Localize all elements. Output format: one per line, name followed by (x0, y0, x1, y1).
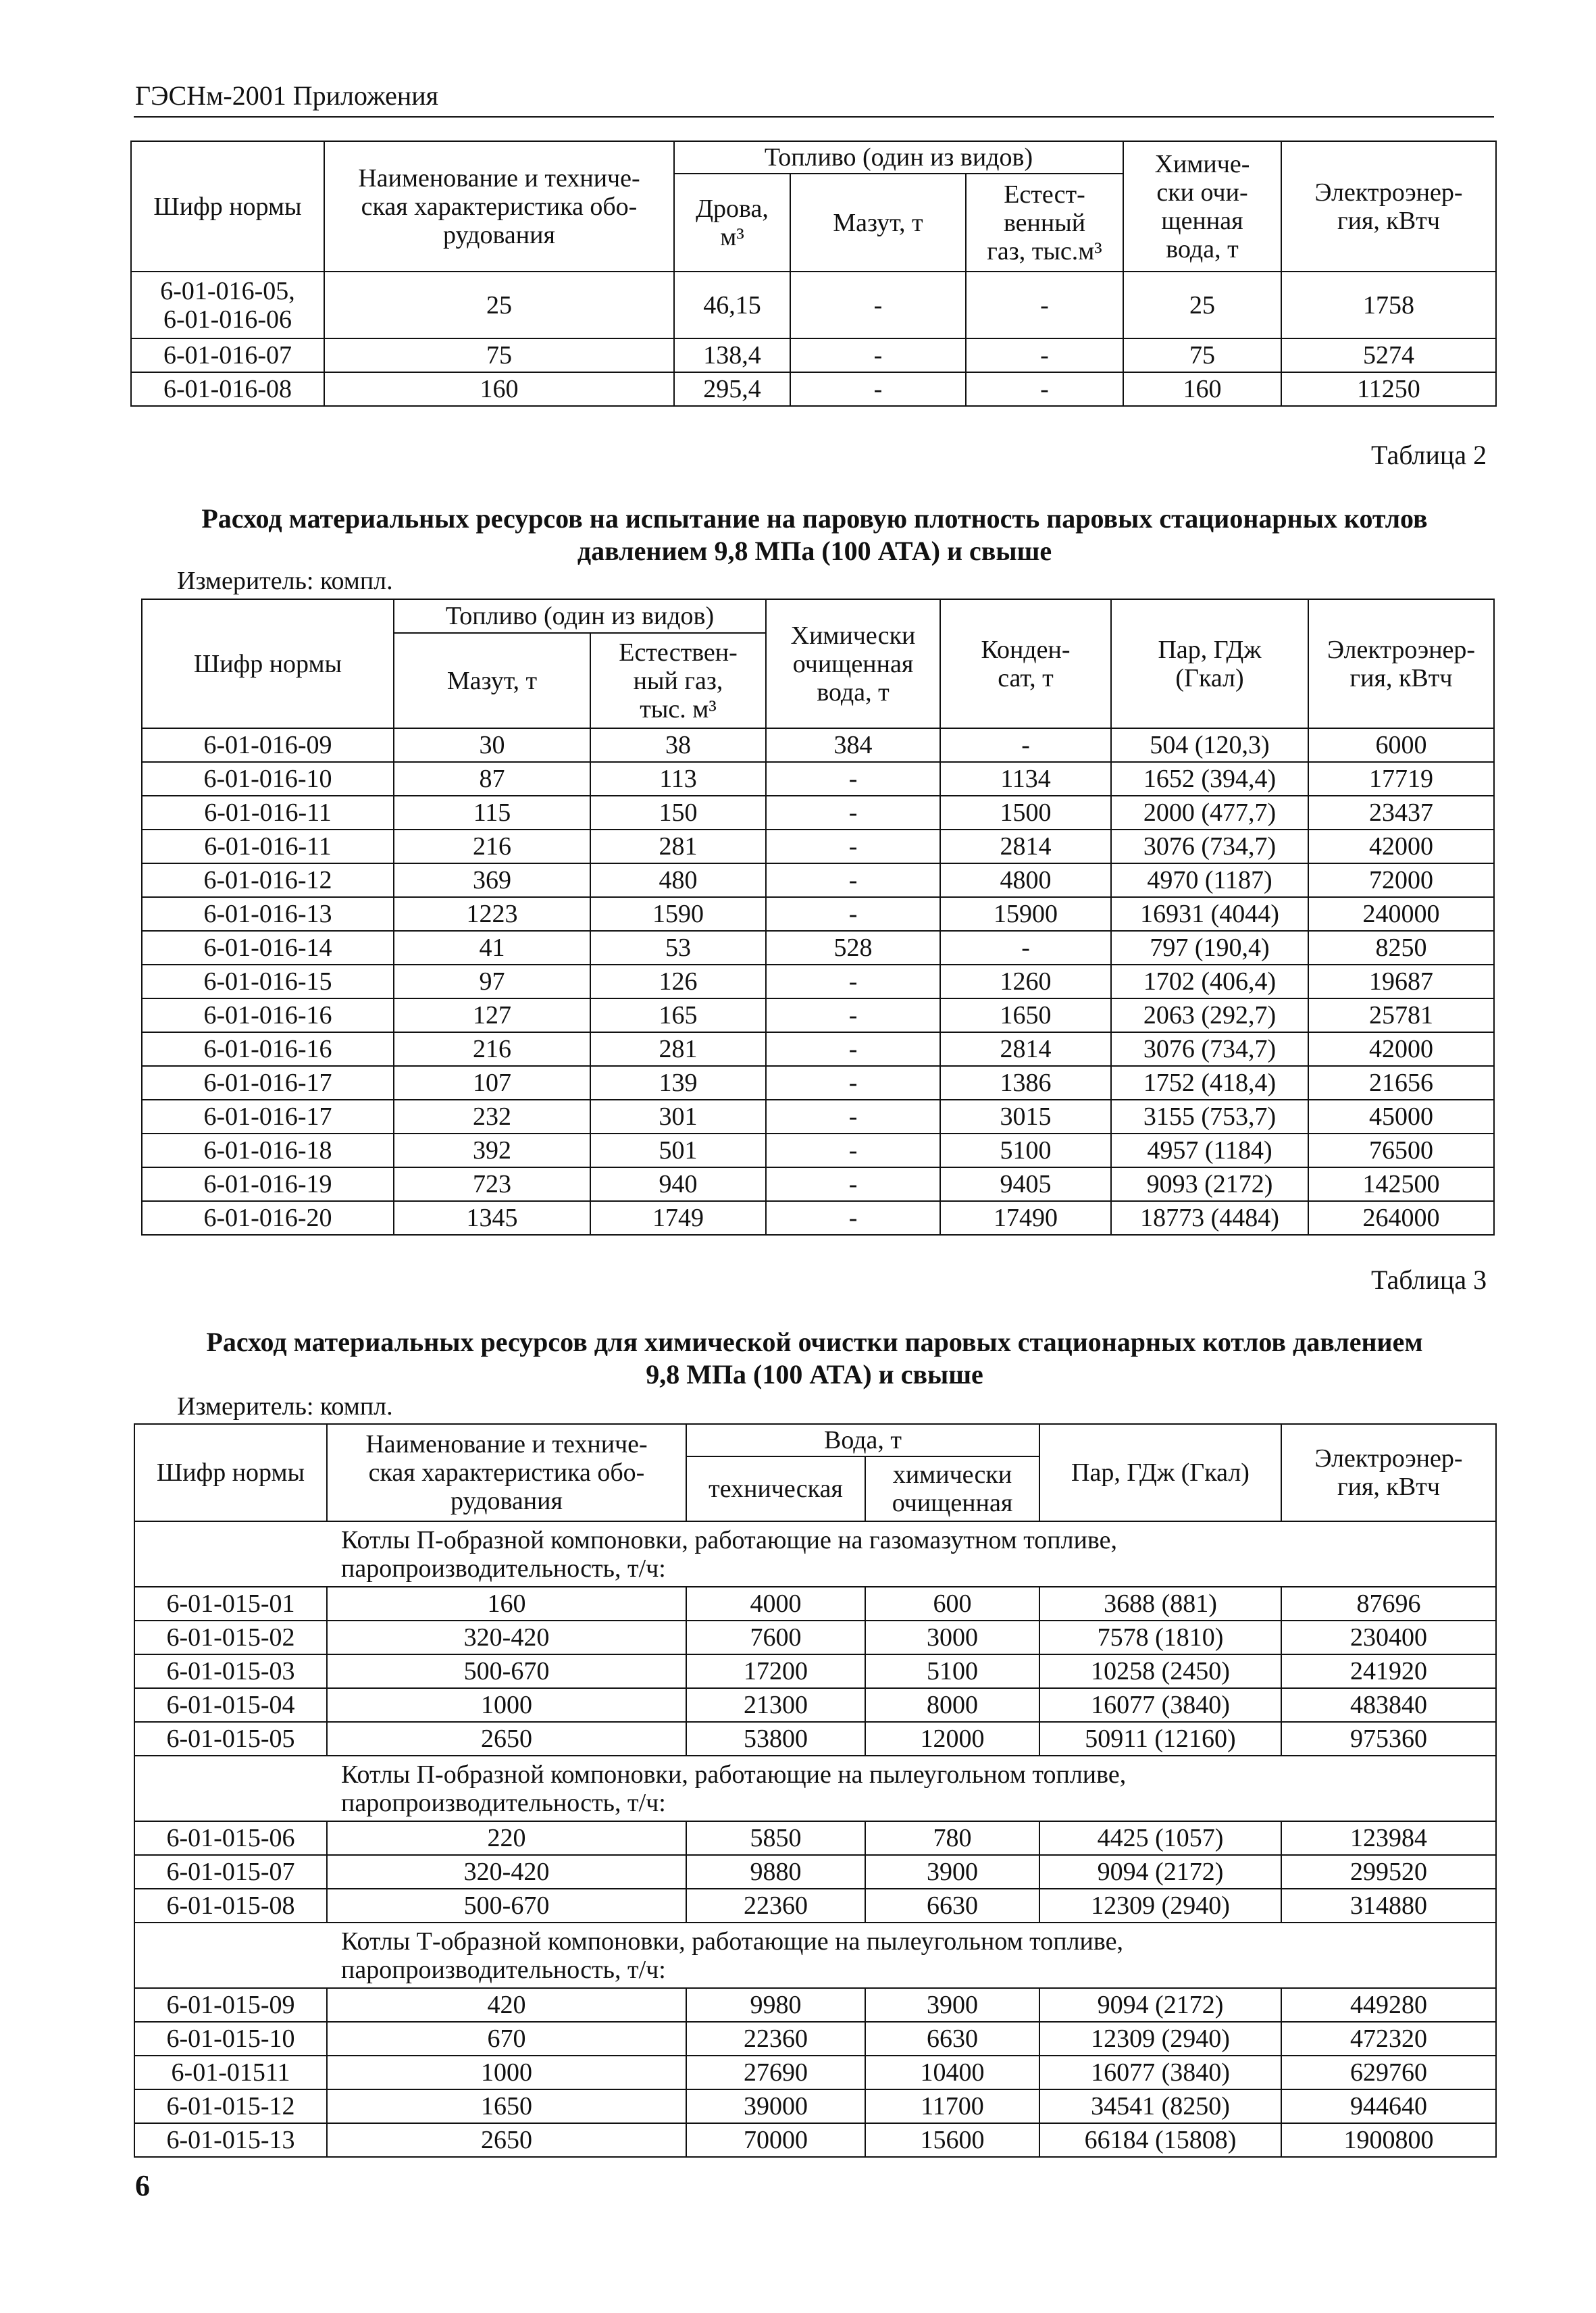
table-cell: 2814 (940, 830, 1111, 863)
table-cell: 392 (394, 1134, 590, 1167)
table-cell: 4800 (940, 863, 1111, 897)
table-cell: 6-01-015-07 (134, 1855, 327, 1889)
t2-header-gas: Естествен- ный газ, тыс. м³ (590, 633, 766, 728)
table-cell: 11700 (865, 2089, 1039, 2123)
t2-header-steam: Пар, ГДж (Гкал) (1111, 599, 1308, 728)
table-cell: 504 (120,3) (1111, 728, 1308, 762)
table-cell: 6000 (1308, 728, 1494, 762)
table-row (142, 728, 1494, 762)
table-cell: 472320 (1281, 2022, 1496, 2056)
table-cell: 1500 (940, 796, 1111, 830)
table-cell: 12309 (2940) (1039, 2022, 1281, 2056)
table-row (142, 1100, 1494, 1134)
table-cell: 232 (394, 1100, 590, 1134)
table-row: 6-01-016-08 160 295,4 - - 160 11250 (131, 372, 1496, 406)
table-cell: 39000 (686, 2089, 865, 2123)
table-cell: 6-01-015-05 (134, 1722, 327, 1756)
t3-header-code: Шифр нормы (134, 1424, 327, 1521)
table-cell: - (766, 1201, 940, 1235)
table-cell: 3076 (734,7) (1111, 1032, 1308, 1066)
table-cell: 18773 (4484) (1111, 1201, 1308, 1235)
table-cell: 320-420 (327, 1621, 686, 1654)
table-cell: 4000 (686, 1587, 865, 1621)
table-cell: 10258 (2450) (1039, 1654, 1281, 1688)
table-cell: 501 (590, 1134, 766, 1167)
table-cell: 384 (766, 728, 940, 762)
table-row (134, 1855, 1496, 1889)
table-row (134, 1621, 1496, 1654)
table-cell: 45000 (1308, 1100, 1494, 1134)
table-cell: 87696 (1281, 1587, 1496, 1621)
table-cell: 500-670 (327, 1654, 686, 1688)
table-cell: 3015 (940, 1100, 1111, 1134)
table-row (142, 796, 1494, 830)
table-cell: - (766, 1134, 940, 1167)
table-cell: 299520 (1281, 1855, 1496, 1889)
table-cell: 6630 (865, 1889, 1039, 1923)
table-cell: 25781 (1308, 998, 1494, 1032)
section-row (134, 1756, 1496, 1821)
table-cell: 6-01-016-10 (142, 762, 394, 796)
t1-header-fuel: Топливо (один из видов) (674, 141, 1123, 174)
table-1 (130, 141, 1497, 407)
table-cell: 220 (327, 1821, 686, 1855)
table-cell: 17200 (686, 1654, 865, 1688)
table-2-label: Таблица 2 (1371, 440, 1487, 470)
table-cell: 76500 (1308, 1134, 1494, 1167)
table-row (134, 2123, 1496, 2157)
table-cell: 1900800 (1281, 2123, 1496, 2157)
table-cell: - (940, 931, 1111, 965)
table-cell: 281 (590, 830, 766, 863)
table-cell: 9880 (686, 1855, 865, 1889)
table-cell: 9980 (686, 1988, 865, 2022)
table-cell: 27690 (686, 2056, 865, 2089)
table-cell: 6-01-016-16 (142, 998, 394, 1032)
table-cell: - (766, 965, 940, 998)
table-3 (134, 1423, 1497, 2158)
table-cell: 975360 (1281, 1722, 1496, 1756)
table-cell: 420 (327, 1988, 686, 2022)
table-cell: 264000 (1308, 1201, 1494, 1235)
t2-header-cond: Конден- сат, т (940, 599, 1111, 728)
table-row (142, 1134, 1494, 1167)
table-cell: 240000 (1308, 897, 1494, 931)
table-cell: 19687 (1308, 965, 1494, 998)
table-cell: 6-01-016-12 (142, 863, 394, 897)
table-cell: 9093 (2172) (1111, 1167, 1308, 1201)
t3-header-elec: Электроэнер- гия, кВтч (1281, 1424, 1496, 1521)
t1-header-oil: Мазут, т (790, 174, 966, 272)
table-cell: 2814 (940, 1032, 1111, 1066)
table-cell: 6-01-016-18 (142, 1134, 394, 1167)
table-2-title: Расход материальных ресурсов на испытание на паровую плотность паровых стационарных котлов давлением 9,8 МПа (100 АТА) и свыше (201, 503, 1428, 566)
table-cell: 6630 (865, 2022, 1039, 2056)
table-cell: 5100 (940, 1134, 1111, 1167)
table-cell: 16077 (3840) (1039, 1688, 1281, 1722)
table-cell: 944640 (1281, 2089, 1496, 2123)
table-cell: 1000 (327, 2056, 686, 2089)
table-row (142, 965, 1494, 998)
table-cell: 6-01-015-08 (134, 1889, 327, 1923)
table-cell: 1650 (327, 2089, 686, 2123)
table-cell: 9405 (940, 1167, 1111, 1201)
table-row (142, 1032, 1494, 1066)
table-cell: 797 (190,4) (1111, 931, 1308, 965)
table-cell: 142500 (1308, 1167, 1494, 1201)
table-cell: 150 (590, 796, 766, 830)
table-cell: - (766, 830, 940, 863)
table-row (142, 998, 1494, 1032)
section-title: Котлы П-образной компоновки, работающие на газомазутном топливе, паропроизводительность, т/ч: (134, 1521, 1496, 1587)
table-cell: 1752 (418,4) (1111, 1066, 1308, 1100)
table-cell: 42000 (1308, 830, 1494, 863)
table-cell: 449280 (1281, 1988, 1496, 2022)
table-row (134, 1722, 1496, 1756)
table-cell: 107 (394, 1066, 590, 1100)
table-cell: 53800 (686, 1722, 865, 1756)
table-cell: 6-01-016-16 (142, 1032, 394, 1066)
table-cell: 6-01-016-17 (142, 1066, 394, 1100)
table-cell: 6-01-01511 (134, 2056, 327, 2089)
table-cell: 6-01-016-13 (142, 897, 394, 931)
table-cell: 1650 (940, 998, 1111, 1032)
table-cell: 21300 (686, 1688, 865, 1722)
table-cell: 6-01-016-20 (142, 1201, 394, 1235)
table-cell: 8250 (1308, 931, 1494, 965)
table-cell: 12000 (865, 1722, 1039, 1756)
table-cell: 3076 (734,7) (1111, 830, 1308, 863)
table-row: 6-01-016-07 75 138,4 - - 75 5274 (131, 338, 1496, 372)
table-cell: 23437 (1308, 796, 1494, 830)
table-cell: 12309 (2940) (1039, 1889, 1281, 1923)
table-cell: 66184 (15808) (1039, 2123, 1281, 2157)
table-cell: 17719 (1308, 762, 1494, 796)
table-cell: 139 (590, 1066, 766, 1100)
table-cell: 2650 (327, 2123, 686, 2157)
table-cell: 6-01-015-01 (134, 1587, 327, 1621)
table-row (134, 2022, 1496, 2056)
table-cell: 6-01-015-06 (134, 1821, 327, 1855)
t3-header-chem: химически очищенная (865, 1456, 1039, 1521)
table-cell: 483840 (1281, 1688, 1496, 1722)
table-cell: 500-670 (327, 1889, 686, 1923)
table-cell: 50911 (12160) (1039, 1722, 1281, 1756)
table-cell: 723 (394, 1167, 590, 1201)
table-cell: 670 (327, 2022, 686, 2056)
table-cell: 160 (327, 1587, 686, 1621)
table-cell: 3900 (865, 1855, 1039, 1889)
table-cell: 34541 (8250) (1039, 2089, 1281, 2123)
table-cell: - (766, 796, 940, 830)
table-cell: 3688 (881) (1039, 1587, 1281, 1621)
table-cell: 4970 (1187) (1111, 863, 1308, 897)
table-2 (141, 599, 1495, 1236)
table-cell: 1000 (327, 1688, 686, 1722)
table-cell: 369 (394, 863, 590, 897)
table-cell: 2650 (327, 1722, 686, 1756)
table-cell: 1223 (394, 897, 590, 931)
table-cell: 1260 (940, 965, 1111, 998)
t3-header-water: Вода, т (686, 1424, 1039, 1456)
table-row (134, 1988, 1496, 2022)
table-cell: 7578 (1810) (1039, 1621, 1281, 1654)
t2-header-oil: Мазут, т (394, 633, 590, 728)
t2-header-chem: Химически очищенная вода, т (766, 599, 940, 728)
table-cell: - (766, 897, 940, 931)
table-cell: 6-01-015-13 (134, 2123, 327, 2157)
table-cell: 1386 (940, 1066, 1111, 1100)
table-cell: 6-01-016-11 (142, 796, 394, 830)
table-cell: - (766, 863, 940, 897)
table-cell: 42000 (1308, 1032, 1494, 1066)
table-cell: 6-01-016-14 (142, 931, 394, 965)
table-cell: 320-420 (327, 1855, 686, 1889)
table-2-measure: Измеритель: компл. (177, 567, 393, 595)
table-cell: 6-01-016-17 (142, 1100, 394, 1134)
table-cell: 53 (590, 931, 766, 965)
table-cell: 17490 (940, 1201, 1111, 1235)
t2-header-fuel: Топливо (один из видов) (394, 599, 766, 633)
table-cell: 22360 (686, 2022, 865, 2056)
section-title: Котлы Т-образной компоновки, работающие на пылеугольном топливе, паропроизводительность, т/ч: (134, 1923, 1496, 1988)
table-3-label: Таблица 3 (1371, 1265, 1487, 1295)
section-row (134, 1521, 1496, 1587)
table-cell: 15900 (940, 897, 1111, 931)
table-cell: 8000 (865, 1688, 1039, 1722)
table-row (134, 1889, 1496, 1923)
t1-header-name: Наименование и техниче- ская характеристика обо- рудования (324, 141, 674, 272)
table-cell: 314880 (1281, 1889, 1496, 1923)
table-cell: - (766, 1066, 940, 1100)
table-row (142, 863, 1494, 897)
table-row (142, 1066, 1494, 1100)
table-cell: 5850 (686, 1821, 865, 1855)
table-cell: 127 (394, 998, 590, 1032)
t1-header-chem: Химиче- ски очи- щенная вода, т (1123, 141, 1281, 272)
table-cell: 1749 (590, 1201, 766, 1235)
table-cell: - (940, 728, 1111, 762)
table-cell: 21656 (1308, 1066, 1494, 1100)
table-cell: 30 (394, 728, 590, 762)
header-rule (134, 116, 1494, 118)
table-cell: - (766, 998, 940, 1032)
table-cell: 3000 (865, 1621, 1039, 1654)
t1-header-elec: Электроэнер- гия, кВтч (1281, 141, 1496, 272)
table-row (142, 1167, 1494, 1201)
table-cell: 2063 (292,7) (1111, 998, 1308, 1032)
table-cell: 528 (766, 931, 940, 965)
table-cell: 41 (394, 931, 590, 965)
table-cell: 6-01-015-10 (134, 2022, 327, 2056)
table-row (142, 1201, 1494, 1235)
table-cell: 480 (590, 863, 766, 897)
table-cell: 281 (590, 1032, 766, 1066)
table-row (134, 1587, 1496, 1621)
table-cell: 2000 (477,7) (1111, 796, 1308, 830)
table-3-measure: Измеритель: компл. (177, 1392, 393, 1421)
table-cell: - (766, 1100, 940, 1134)
table-cell: - (766, 762, 940, 796)
table-cell: 6-01-016-19 (142, 1167, 394, 1201)
table-cell: 72000 (1308, 863, 1494, 897)
table-cell: 1590 (590, 897, 766, 931)
table-cell: - (766, 1167, 940, 1201)
table-cell: 216 (394, 830, 590, 863)
page-number: 6 (135, 2169, 150, 2202)
table-cell: 97 (394, 965, 590, 998)
table-cell: 1134 (940, 762, 1111, 796)
table-cell: 6-01-015-04 (134, 1688, 327, 1722)
table-cell: 3155 (753,7) (1111, 1100, 1308, 1134)
table-cell: 6-01-016-15 (142, 965, 394, 998)
t3-header-name: Наименование и техниче- ская характеристика обо- рудования (327, 1424, 686, 1521)
table-3-title: Расход материальных ресурсов для химической очистки паровых стационарных котлов давлением 9,8 МПа (100 АТА) и свыше (206, 1327, 1423, 1390)
table-row (134, 2089, 1496, 2123)
table-cell: 230400 (1281, 1621, 1496, 1654)
table-row (142, 762, 1494, 796)
table-row (134, 2056, 1496, 2089)
table-cell: 123984 (1281, 1821, 1496, 1855)
table-cell: 780 (865, 1821, 1039, 1855)
t1-header-code: Шифр нормы (131, 141, 324, 272)
table-row (142, 931, 1494, 965)
table-cell: 600 (865, 1587, 1039, 1621)
table-cell: 115 (394, 796, 590, 830)
table-cell: 15600 (865, 2123, 1039, 2157)
table-cell: 1702 (406,4) (1111, 965, 1308, 998)
t2-header-code: Шифр нормы (142, 599, 394, 728)
table-row (134, 1654, 1496, 1688)
table-cell: 216 (394, 1032, 590, 1066)
table-cell: 3900 (865, 1988, 1039, 2022)
table-cell: 6-01-016-11 (142, 830, 394, 863)
table-row (142, 897, 1494, 931)
table-cell: 1345 (394, 1201, 590, 1235)
section-title: Котлы П-образной компоновки, работающие на пылеугольном топливе, паропроизводительность, т/ч: (134, 1756, 1496, 1821)
table-cell: 10400 (865, 2056, 1039, 2089)
table-cell: 629760 (1281, 2056, 1496, 2089)
table-cell: 22360 (686, 1889, 865, 1923)
table-row: 6-01-016-05, 6-01-016-06 25 46,15 - - 25 1758 (131, 272, 1496, 338)
table-cell: 16077 (3840) (1039, 2056, 1281, 2089)
table-cell: 6-01-015-03 (134, 1654, 327, 1688)
table-cell: 1652 (394,4) (1111, 762, 1308, 796)
section-row (134, 1923, 1496, 1988)
table-row (134, 1821, 1496, 1855)
table-cell: 4425 (1057) (1039, 1821, 1281, 1855)
t1-header-gas: Естест- венный газ, тыс.м³ (966, 174, 1123, 272)
table-cell: 241920 (1281, 1654, 1496, 1688)
table-cell: 113 (590, 762, 766, 796)
table-cell: 940 (590, 1167, 766, 1201)
table-cell: 9094 (2172) (1039, 1855, 1281, 1889)
table-cell: 4957 (1184) (1111, 1134, 1308, 1167)
table-cell: 5100 (865, 1654, 1039, 1688)
table-cell: 9094 (2172) (1039, 1988, 1281, 2022)
table-cell: 6-01-015-02 (134, 1621, 327, 1654)
t3-header-steam: Пар, ГДж (Гкал) (1039, 1424, 1281, 1521)
table-cell: 165 (590, 998, 766, 1032)
table-cell: 301 (590, 1100, 766, 1134)
table-cell: 16931 (4044) (1111, 897, 1308, 931)
table-row (134, 1688, 1496, 1722)
table-cell: 126 (590, 965, 766, 998)
page-header-title: ГЭСНм-2001 Приложения (135, 80, 439, 111)
table-cell: - (766, 1032, 940, 1066)
table-row (142, 830, 1494, 863)
table-cell: 6-01-016-09 (142, 728, 394, 762)
table-cell: 6-01-015-09 (134, 1988, 327, 2022)
t3-header-tech: техническая (686, 1456, 865, 1521)
table-cell: 70000 (686, 2123, 865, 2157)
t2-header-elec: Электроэнер- гия, кВтч (1308, 599, 1494, 728)
t1-header-wood: Дрова, м³ (674, 174, 790, 272)
table-cell: 7600 (686, 1621, 865, 1654)
table-cell: 38 (590, 728, 766, 762)
table-cell: 87 (394, 762, 590, 796)
table-cell: 6-01-015-12 (134, 2089, 327, 2123)
